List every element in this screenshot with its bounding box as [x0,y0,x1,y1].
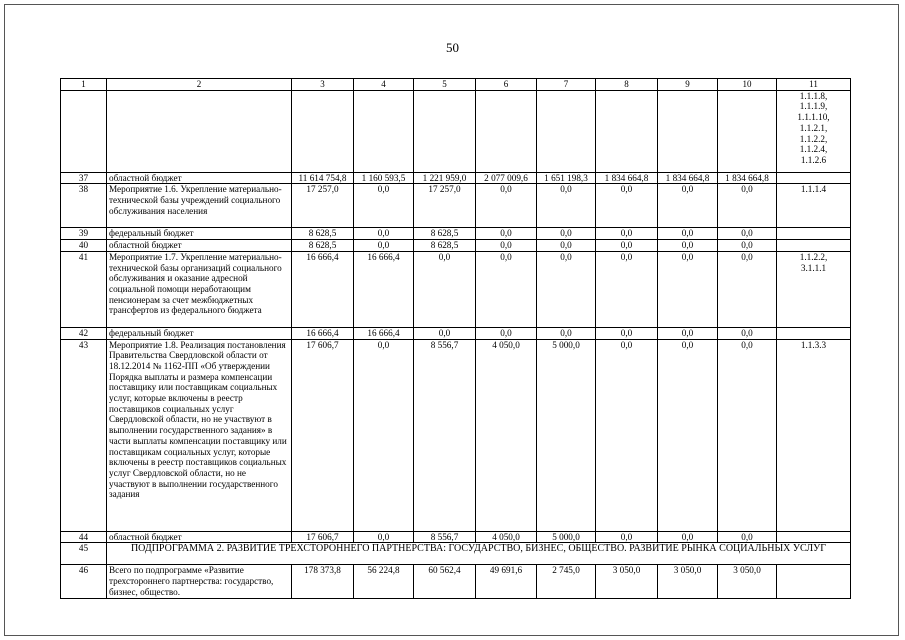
value-cell: 0,0 [414,327,476,339]
table-row [61,531,851,543]
row-name: Мероприятие 1.6. Укрепление материально-технической базы учреждений социального обслуживания населения [107,184,292,228]
refs-cell [777,565,851,599]
value-cell: 16 666,4 [354,251,414,327]
value-cell: 1 834 664,8 [596,172,658,184]
column-header: 5 [414,79,476,91]
row-number: 45 [61,543,107,565]
value-cell: 0,0 [476,251,537,327]
row-number: 39 [61,228,107,240]
value-cell: 0,0 [658,327,718,339]
value-cell: 8 556,7 [414,339,476,531]
value-cell: 1 834 664,8 [718,172,777,184]
column-header: 11 [777,79,851,91]
value-cell: 17 606,7 [292,531,354,543]
table-body [61,79,851,599]
value-cell: 0,0 [537,240,596,252]
empty-cell [476,90,537,172]
row-name: областной бюджет [107,240,292,252]
table-row [61,228,851,240]
empty-cell [292,90,354,172]
value-cell: 1 160 593,5 [354,172,414,184]
value-cell: 16 666,4 [292,327,354,339]
value-cell: 1 221 959,0 [414,172,476,184]
value-cell: 8 628,5 [292,228,354,240]
value-cell: 0,0 [537,327,596,339]
value-cell: 17 606,7 [292,339,354,531]
value-cell: 0,0 [718,251,777,327]
table-row [61,565,851,599]
empty-cell [354,90,414,172]
value-cell: 8 628,5 [292,240,354,252]
column-header: 4 [354,79,414,91]
value-cell: 4 050,0 [476,339,537,531]
value-cell: 17 257,0 [292,184,354,228]
empty-cell [61,90,107,172]
value-cell: 0,0 [596,228,658,240]
value-cell: 5 000,0 [537,531,596,543]
value-cell: 16 666,4 [354,327,414,339]
value-cell: 56 224,8 [354,565,414,599]
table-row [61,172,851,184]
value-cell: 0,0 [354,531,414,543]
column-header: 2 [107,79,292,91]
row-number: 42 [61,327,107,339]
row-name: федеральный бюджет [107,228,292,240]
row-number: 43 [61,339,107,531]
row-number: 38 [61,184,107,228]
row-number: 40 [61,240,107,252]
row-number: 46 [61,565,107,599]
refs-cell [777,240,851,252]
continuation-row [61,90,851,172]
column-header: 10 [718,79,777,91]
column-header: 3 [292,79,354,91]
value-cell: 0,0 [596,327,658,339]
value-cell: 3 050,0 [658,565,718,599]
value-cell: 0,0 [718,531,777,543]
empty-cell [596,90,658,172]
column-header: 8 [596,79,658,91]
refs-cell: 1.1.2.2, 3.1.1.1 [777,251,851,327]
refs-cell [777,327,851,339]
value-cell: 0,0 [718,327,777,339]
value-cell: 0,0 [537,184,596,228]
page-number: 50 [446,40,459,55]
row-name: областной бюджет [107,172,292,184]
value-cell: 3 050,0 [718,565,777,599]
empty-cell [537,90,596,172]
value-cell: 0,0 [354,240,414,252]
row-number: 44 [61,531,107,543]
subprogram-row [61,543,851,565]
value-cell: 0,0 [354,228,414,240]
value-cell: 0,0 [414,251,476,327]
value-cell: 0,0 [718,240,777,252]
empty-cell [107,90,292,172]
column-header: 1 [61,79,107,91]
value-cell: 1 651 198,3 [537,172,596,184]
value-cell: 2 077 009,6 [476,172,537,184]
value-cell: 0,0 [658,531,718,543]
value-cell: 178 373,8 [292,565,354,599]
row-name: федеральный бюджет [107,327,292,339]
value-cell: 0,0 [658,251,718,327]
refs-cell: 1.1.1.4 [777,184,851,228]
value-cell: 0,0 [658,184,718,228]
row-number: 41 [61,251,107,327]
value-cell: 3 050,0 [596,565,658,599]
value-cell: 0,0 [718,339,777,531]
column-header: 6 [476,79,537,91]
value-cell: 5 000,0 [537,339,596,531]
row-name: Мероприятие 1.7. Укрепление материально-технической базы организаций социального обслуживания и оказание адресной социальной помощи неработающим пенсионерам за счет межбюджетных трансфертов из федерального бюджета [107,251,292,327]
budget-table [60,78,851,599]
value-cell: 0,0 [658,240,718,252]
value-cell: 0,0 [658,228,718,240]
value-cell: 0,0 [476,327,537,339]
refs-cell [777,172,851,184]
refs-cell [777,228,851,240]
empty-cell [658,90,718,172]
table-row [61,251,851,327]
table-row [61,240,851,252]
row-name: Всего по подпрограмме «Развитие трехстороннего партнерства: государство, бизнес, общество. [107,565,292,599]
table-row [61,327,851,339]
value-cell: 8 556,7 [414,531,476,543]
table-row [61,184,851,228]
value-cell: 0,0 [596,184,658,228]
value-cell: 1 834 664,8 [658,172,718,184]
value-cell: 60 562,4 [414,565,476,599]
row-name: Мероприятие 1.8. Реализация постановления Правительства Свердловской области от 18.12.2014 № 1162-ПП «Об утверждении Порядка выплаты и размера компенсации поставщику или поставщикам социальных услуг, которые включены в реестр поставщиков социальных услуг Свердловской области, но не участвуют в выполнении государственного задания» в части выплаты компенсации поставщику или поставщикам социальных услуг, которые включены в реестр поставщиков социальных услуг Свердловской области, но не участвуют в выполнении государственного задания [107,339,292,531]
empty-cell [718,90,777,172]
value-cell: 0,0 [476,184,537,228]
value-cell: 0,0 [596,240,658,252]
value-cell: 0,0 [476,228,537,240]
value-cell: 0,0 [354,339,414,531]
refs-cell: 1.1.1.8, 1.1.1.9, 1.1.1.10, 1.1.2.1, 1.1.2.2, 1.1.2.4, 1.1.2.6 [777,90,851,172]
value-cell: 8 628,5 [414,228,476,240]
column-header: 9 [658,79,718,91]
value-cell: 0,0 [537,251,596,327]
value-cell: 0,0 [354,184,414,228]
value-cell: 0,0 [596,531,658,543]
subprogram-title: ПОДПРОГРАММА 2. РАЗВИТИЕ ТРЕХСТОРОННЕГО ПАРТНЕРСТВА: ГОСУДАРСТВО, БИЗНЕС, ОБЩЕСТВО. РАЗВИТИЕ РЫНКА СОЦИАЛЬНЫХ УСЛУГ [107,543,851,565]
refs-cell: 1.1.3.3 [777,339,851,531]
value-cell: 2 745,0 [537,565,596,599]
value-cell: 16 666,4 [292,251,354,327]
value-cell: 0,0 [476,240,537,252]
value-cell: 4 050,0 [476,531,537,543]
value-cell: 49 691,6 [476,565,537,599]
refs-cell [777,531,851,543]
value-cell: 0,0 [596,251,658,327]
value-cell: 0,0 [537,228,596,240]
table-row [61,339,851,531]
row-number: 37 [61,172,107,184]
value-cell: 8 628,5 [414,240,476,252]
value-cell: 11 614 754,8 [292,172,354,184]
row-name: областной бюджет [107,531,292,543]
value-cell: 0,0 [718,228,777,240]
value-cell: 0,0 [596,339,658,531]
value-cell: 17 257,0 [414,184,476,228]
empty-cell [414,90,476,172]
value-cell: 0,0 [718,184,777,228]
column-header: 7 [537,79,596,91]
column-header-row [61,79,851,91]
value-cell: 0,0 [658,339,718,531]
